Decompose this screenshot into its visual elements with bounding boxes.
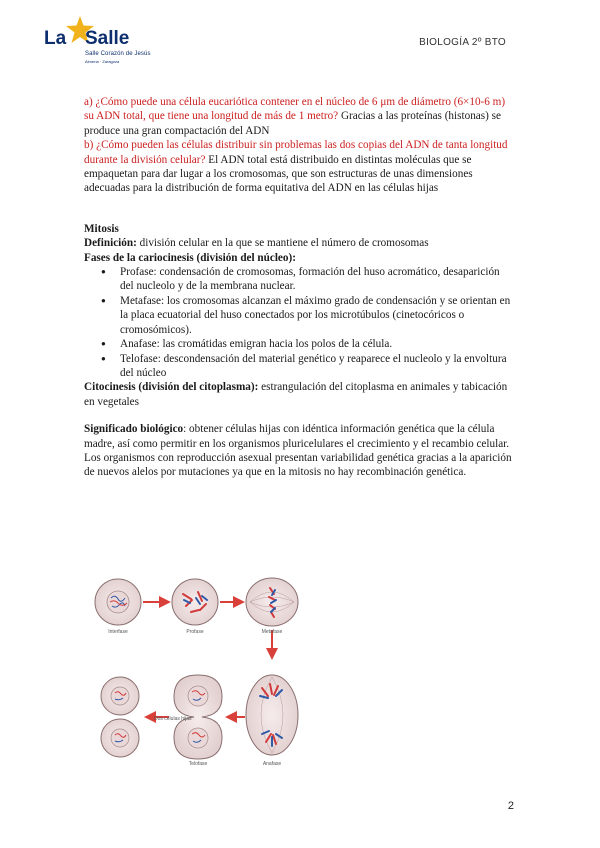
question-b-paragraph <box>84 138 516 196</box>
cell-interfase <box>95 579 141 625</box>
label-daughter-cells: Dos células hijas <box>154 716 192 722</box>
label-interfase: Interfase <box>108 629 128 635</box>
definition-text: división celular en la que se mantiene el número de cromosomas <box>139 237 429 250</box>
cytokinesis-text: estrangulación del citoplasma en animales y tabicación en vegetales <box>84 381 508 408</box>
list-item: ● Telofase: descondensación del material genético y reaparece el nucleolo y la envoltura del núcleo <box>120 352 516 381</box>
logo-salle: Salle <box>85 28 130 49</box>
course-label: BIOLOGÍA 2º BTO <box>419 37 506 48</box>
question-a: a) ¿Cómo puede una célula eucariótica contener en el núcleo de 6 μm de diámetro (6×10-6 m) su ADN total, que tiene una longitud de más de 1 metro? <box>84 96 506 123</box>
cell-metafase <box>246 578 298 626</box>
cytokinesis <box>84 380 516 409</box>
list-item: ● Anafase: las cromátidas emigran hacia los polos de la célula. <box>120 337 516 351</box>
question-a-paragraph <box>84 95 516 138</box>
phases-heading: Fases de la cariocinesis (división del núcleo): <box>84 251 296 264</box>
lasalle-logo <box>44 14 174 64</box>
label-telofase: Telofase <box>188 761 208 767</box>
list-item: ● Metafase: los cromosomas alcanzan el máximo grado de condensación y se orientan en la placa ecuatorial del huso conectados por los microtúbulos (cinetocóricos o cromosómicos). <box>120 294 516 337</box>
answer-b: El ADN total está distribuido en distintas moléculas que se empaquetan para dar lugar a los cromosomas, que son estructuras de unas dimensiones adecuadas para la distribución de forma equitativa del ADN en las células hijas <box>84 153 473 195</box>
logo-tagline-2: Almería · Zaragoza <box>85 59 120 64</box>
significance-text: : obtener células hijas con idéntica información genética que la célula madre, así como permitir en los organismos pluricelulares el crecimiento y el recambio celular. Los organismos con reproducción asexual presentan variabilidad genética gracias a la aparición de nuevos alelos por mutaciones ya que en la mitosis no hay recombinación genética. <box>84 423 512 479</box>
label-metafase: Metafase <box>261 629 283 635</box>
mitosis-diagram <box>90 570 310 780</box>
question-b: b) ¿Cómo pueden las células distribuir sin problemas las dos copias del ADN de tanta longitud durante la división celular? <box>84 139 508 166</box>
cell-daughter-cells <box>101 677 139 757</box>
logo-la: La <box>44 28 67 49</box>
label-anafase: Anafase <box>262 761 282 767</box>
answer-a: Gracias a las proteínas (histonas) se produce una gran compactación del ADN <box>84 110 501 137</box>
list-item: ● Profase: condensación de cromosomas, formación del huso acromático, desaparición del nucleolo y de la membrana nuclear. <box>120 265 516 294</box>
definition-label: Definición: <box>84 237 137 250</box>
cytokinesis-label: Citocinesis (división del citoplasma): <box>84 381 259 394</box>
document-body <box>84 95 516 480</box>
definition <box>84 236 516 250</box>
significance-label: Significado biológico <box>84 423 184 436</box>
label-profase: Profase <box>186 629 204 635</box>
phases-list <box>84 265 516 380</box>
page-number: 2 <box>507 800 514 812</box>
cell-anafase <box>246 675 298 755</box>
mitosis-title: Mitosis <box>84 222 119 235</box>
biological-significance <box>84 422 516 480</box>
logo-tagline: Salle Corazón de Jesús <box>85 51 151 57</box>
cell-profase <box>172 579 218 625</box>
